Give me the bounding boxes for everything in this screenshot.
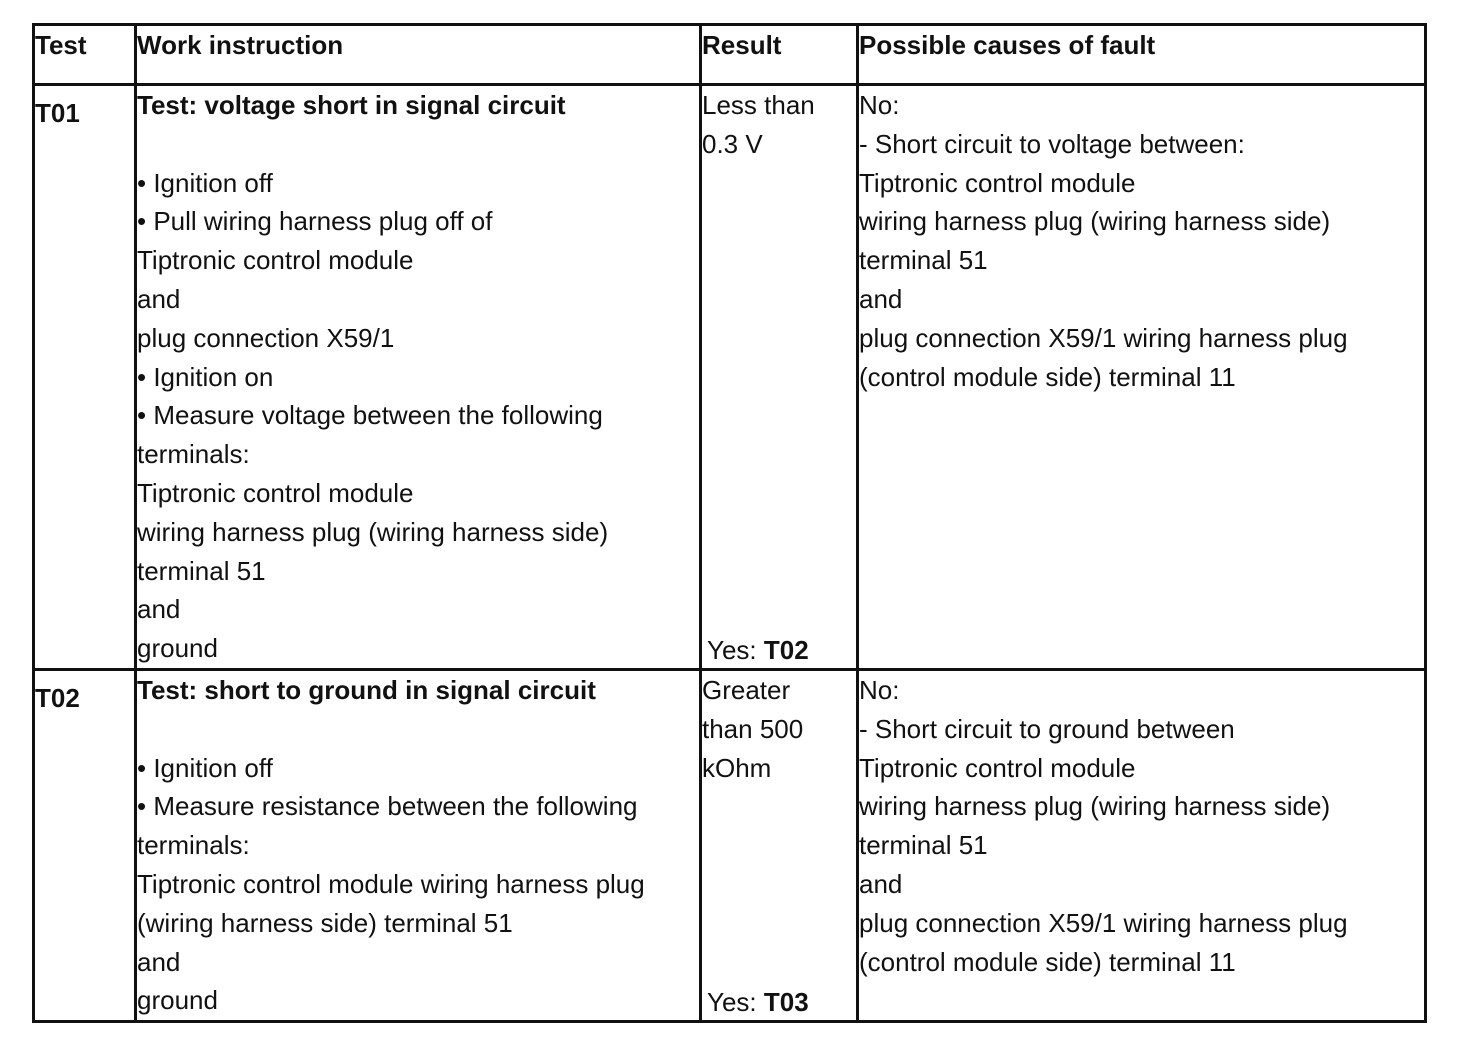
possible-causes-cell	[858, 85, 1426, 670]
possible-causes-cell	[858, 669, 1426, 1021]
cause-line: (control module side) terminal 11	[859, 946, 1236, 977]
instruction-line: and	[137, 946, 181, 977]
cause-line: and	[859, 283, 903, 314]
instruction-line: Tiptronic control module	[137, 477, 414, 508]
next-test-id: T02	[763, 635, 809, 666]
instruction-line: (wiring harness side) terminal 51	[137, 907, 513, 938]
cause-line: and	[859, 868, 903, 899]
cause-line: plug connection X59/1 wiring harness plug	[859, 907, 1348, 938]
instruction-line: terminal 51	[137, 555, 266, 586]
spacer	[137, 125, 699, 164]
instruction-line: • Measure voltage between the following	[137, 400, 603, 431]
cause-line: terminal 51	[859, 830, 988, 861]
instruction-line: ground	[137, 985, 218, 1016]
instruction-line: • Ignition off	[137, 752, 273, 783]
next-test-id: T03	[763, 987, 809, 1018]
instruction-line: • Pull wiring harness plug off of	[137, 206, 493, 237]
work-instruction-cell	[136, 85, 701, 670]
cause-line: Tiptronic control module	[859, 167, 1136, 198]
test-id: T02	[34, 669, 136, 1021]
work-instruction-cell	[136, 669, 701, 1021]
table-row	[34, 85, 1426, 670]
instruction-line: • Ignition off	[137, 167, 273, 198]
instruction-line: Tiptronic control module	[137, 245, 414, 276]
cause-line: No:	[859, 90, 900, 120]
test-title: Test: short to ground in signal circuit	[137, 674, 596, 705]
instruction-line: terminals:	[137, 830, 250, 861]
cause-line: - Short circuit to ground between	[859, 713, 1235, 744]
result-line: Greater	[702, 674, 791, 705]
instruction-line: plug connection X59/1	[137, 322, 395, 353]
instruction-line: • Measure resistance between the following	[137, 791, 638, 822]
instruction-line: Tiptronic control module wiring harness plug	[137, 868, 645, 899]
header-test: Test	[34, 25, 136, 85]
cause-line: No:	[859, 674, 900, 705]
test-table	[32, 23, 1427, 1023]
header-result: Result	[701, 25, 858, 85]
cause-line: - Short circuit to voltage between:	[859, 128, 1245, 159]
cause-line: wiring harness plug (wiring harness side)	[859, 791, 1331, 822]
yes-next-test	[707, 983, 809, 1022]
cause-line: (control module side) terminal 11	[859, 361, 1236, 392]
instruction-line: terminals:	[137, 439, 250, 470]
result-line: 0.3 V	[702, 128, 763, 159]
spacer	[137, 710, 699, 749]
instruction-line: wiring harness plug (wiring harness side)	[137, 516, 609, 547]
test-title: Test: voltage short in signal circuit	[137, 90, 566, 120]
result-cell	[701, 85, 858, 670]
cause-line: wiring harness plug (wiring harness side)	[859, 206, 1331, 237]
result-line: Less than	[702, 90, 815, 120]
result-line: than 500	[702, 713, 804, 744]
result-line: kOhm	[702, 752, 772, 783]
header-row	[34, 25, 1426, 85]
cause-line: Tiptronic control module	[859, 752, 1136, 783]
table-row	[34, 669, 1426, 1021]
yes-label: Yes:	[707, 635, 764, 666]
yes-next-test	[707, 631, 809, 670]
header-possible-causes: Possible causes of fault	[858, 25, 1426, 85]
instruction-line: and	[137, 594, 181, 625]
cause-line: terminal 51	[859, 245, 988, 276]
header-work-instruction: Work instruction	[136, 25, 701, 85]
cause-line: plug connection X59/1 wiring harness plug	[859, 322, 1348, 353]
test-id: T01	[34, 85, 136, 670]
result-cell	[701, 669, 858, 1021]
instruction-line: ground	[137, 633, 218, 664]
instruction-line: • Ignition on	[137, 361, 274, 392]
instruction-line: and	[137, 283, 181, 314]
yes-label: Yes:	[707, 987, 764, 1018]
